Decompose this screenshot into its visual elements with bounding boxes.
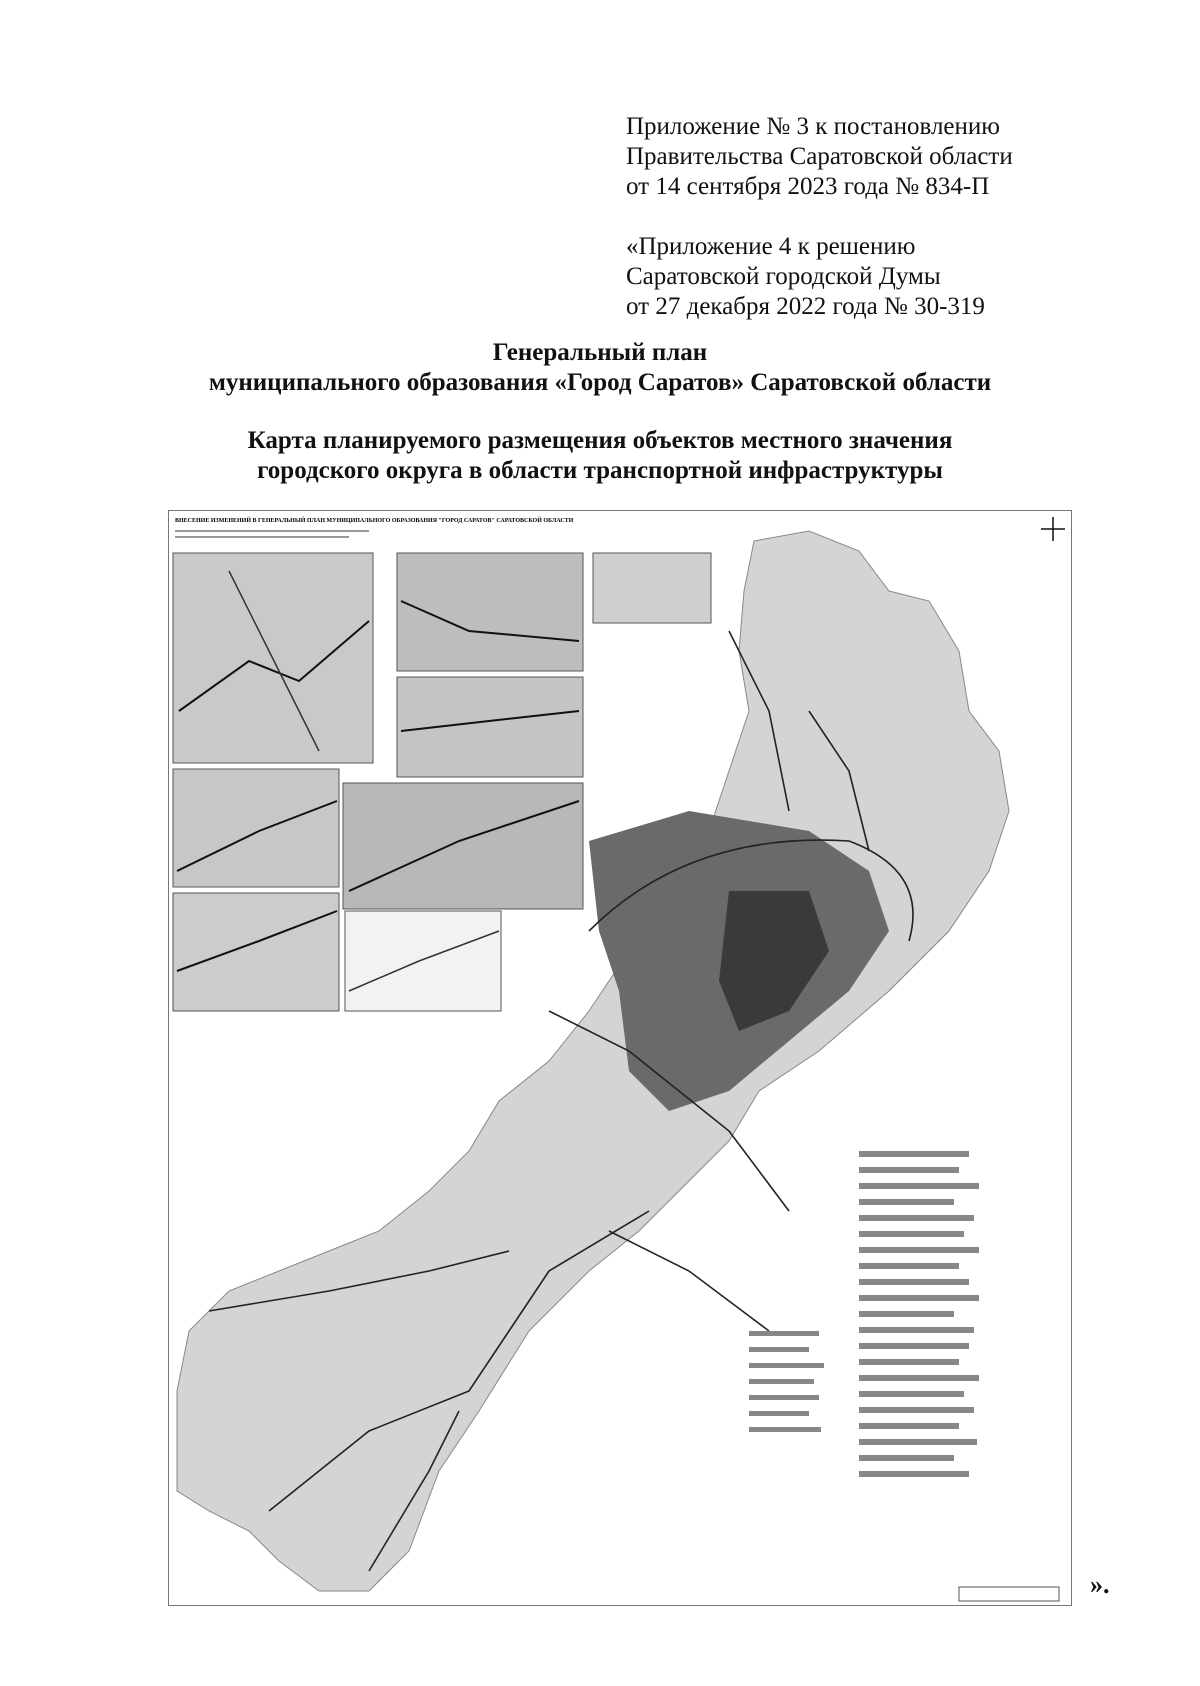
inset-map-6: [343, 783, 583, 909]
subtitle-line-1: Карта планируемого размещения объектов местного значения: [247, 427, 953, 454]
appendix-block: [626, 112, 1166, 322]
decision-line-3: от 27 декабря 2022 года № 30-319: [626, 293, 985, 320]
appendix-line-3: от 14 сентября 2023 года № 834-П: [626, 173, 990, 200]
inset-map-3: [593, 553, 711, 623]
inset-map-7: [173, 893, 339, 1011]
appendix-line-1: Приложение № 3 к постановлению: [626, 113, 1000, 140]
map-stamp: [959, 1587, 1059, 1601]
inset-map-4: [397, 677, 583, 777]
closing-quote: ».: [1090, 1570, 1110, 1599]
title-line-1: Генеральный план: [492, 339, 708, 366]
title-line-2: муниципального образования «Город Саратов» Саратовской области: [208, 369, 992, 396]
map-header: ВНЕСЕНИЕ ИЗМЕНЕНИЙ В ГЕНЕРАЛЬНЫЙ ПЛАН МУНИЦИПАЛЬНОГО ОБРАЗОВАНИЯ "ГОРОД САРАТОВ" САРАТОВСКОЙ ОБЛАСТИ: [175, 518, 574, 524]
inset-map-8: [345, 911, 501, 1011]
map-legend: [749, 1151, 979, 1477]
decision-line-2: Саратовской городской Думы: [626, 263, 941, 290]
map-title: [0, 426, 1200, 486]
inset-map-5: [173, 769, 339, 887]
appendix-line-2: Правительства Саратовской области: [626, 143, 1013, 170]
subtitle-line-2: городского округа в области транспортной инфраструктуры: [257, 457, 943, 484]
decision-line-1: «Приложение 4 к решению: [626, 233, 916, 260]
map-image: [168, 510, 1072, 1606]
document-title: [0, 338, 1200, 398]
map-drawing: [169, 511, 1071, 1605]
north-arrow-icon: [1041, 517, 1065, 541]
